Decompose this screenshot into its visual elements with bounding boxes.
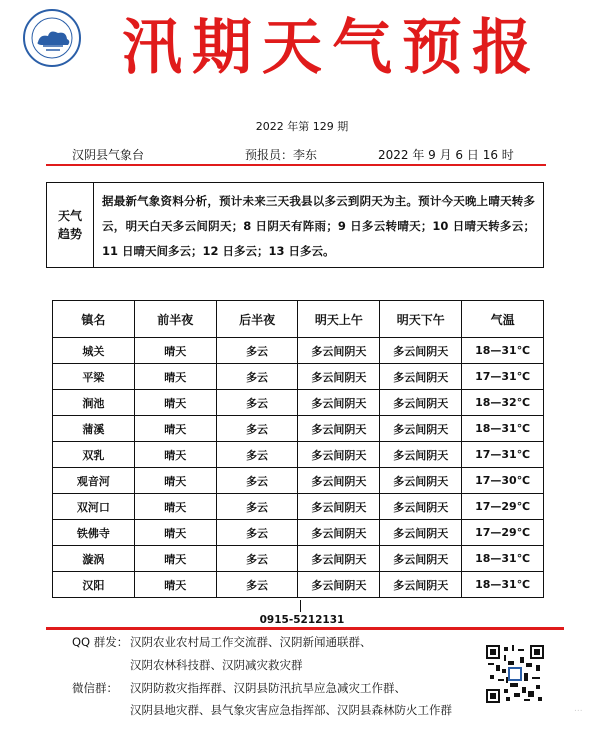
cell-early-night: 晴天 (134, 416, 216, 442)
cell-town: 铁佛寺 (53, 520, 135, 546)
cell-tomorrow-morning: 多云间阴天 (298, 468, 380, 494)
header-divider (46, 164, 546, 166)
wechat-label: 微信群： (72, 681, 118, 695)
qq-groups-line1: 汉阴农业农村局工作交流群、汉阴新闻通联群、 (130, 635, 372, 649)
cell-late-night: 多云 (216, 390, 298, 416)
issue-number: 2022 年第 129 期 (255, 120, 349, 133)
cell-tomorrow-afternoon: 多云间阴天 (380, 468, 462, 494)
forecast-table (52, 300, 544, 598)
trend-label-line1: 天气 (57, 209, 82, 223)
cell-tomorrow-morning: 多云间阴天 (298, 546, 380, 572)
table-header-row (53, 301, 544, 338)
wechat-groups-line2: 汉阴县地灾群、县气象灾害应急指挥部、汉阴县森林防火工作群 (130, 703, 452, 717)
trend-label-line2: 趋势 (57, 227, 82, 241)
cell-tomorrow-afternoon: 多云间阴天 (380, 546, 462, 572)
cell-late-night: 多云 (216, 572, 298, 598)
qr-code-icon (486, 645, 544, 703)
qq-groups-line2: 汉阴农林科技群、汉阴减灾救灾群 (130, 658, 303, 672)
contact-phone: 0915-5212131 (259, 614, 345, 626)
trend-text: 据最新气象资料分析，预计未来三天我县以多云到阴天为主。预计今天晚上晴天转多云，明天白天多云间阴天；8 日阴天有阵雨；9 日多云转晴天；10 日晴天转多云；11 日晴天间多云；12 日多云；13 日多云。 (102, 194, 535, 258)
cell-tomorrow-morning: 多云间阴天 (298, 520, 380, 546)
table-row (53, 416, 544, 442)
cell-temperature: 17—31℃ (462, 442, 544, 468)
trend-label (47, 183, 94, 267)
cell-town: 平梁 (53, 364, 135, 390)
cell-late-night: 多云 (216, 520, 298, 546)
cell-early-night: 晴天 (134, 546, 216, 572)
cell-early-night: 晴天 (134, 468, 216, 494)
qq-label: QQ 群发： (72, 635, 129, 649)
footer-divider (46, 627, 564, 630)
cell-early-night: 晴天 (134, 520, 216, 546)
table-row (53, 494, 544, 520)
station-name: 汉阴县气象台 (72, 148, 145, 162)
col-header-late-night: 后半夜 (216, 301, 298, 338)
table-row (53, 442, 544, 468)
cell-tomorrow-morning: 多云间阴天 (298, 416, 380, 442)
table-row (53, 468, 544, 494)
cell-town: 城关 (53, 338, 135, 364)
cell-tomorrow-morning: 多云间阴天 (298, 442, 380, 468)
cell-tomorrow-morning: 多云间阴天 (298, 494, 380, 520)
cell-late-night: 多云 (216, 442, 298, 468)
cell-town: 汉阳 (53, 572, 135, 598)
table-row (53, 390, 544, 416)
cell-tomorrow-afternoon: 多云间阴天 (380, 390, 462, 416)
cell-tomorrow-afternoon: 多云间阴天 (380, 520, 462, 546)
table-row (53, 546, 544, 572)
cell-early-night: 晴天 (134, 572, 216, 598)
watermark: ... (574, 704, 583, 714)
cell-tomorrow-morning: 多云间阴天 (298, 364, 380, 390)
cell-temperature: 18—31℃ (462, 338, 544, 364)
cell-tomorrow-afternoon: 多云间阴天 (380, 364, 462, 390)
col-header-tomorrow-morning: 明天上午 (298, 301, 380, 338)
cell-town: 蒲溪 (53, 416, 135, 442)
cell-early-night: 晴天 (134, 390, 216, 416)
col-header-tomorrow-afternoon: 明天下午 (380, 301, 462, 338)
cell-late-night: 多云 (216, 546, 298, 572)
issue-datetime: 2022 年 9 月 6 日 16 时 (378, 148, 514, 162)
cell-temperature: 17—31℃ (462, 364, 544, 390)
forecaster: 预报员：李东 (245, 148, 318, 162)
cell-late-night: 多云 (216, 364, 298, 390)
wechat-groups-line1: 汉阴防救灾指挥群、汉阴县防汛抗旱应急减灾工作群、 (130, 681, 406, 695)
cell-tomorrow-afternoon: 多云间阴天 (380, 442, 462, 468)
weather-service-emblem-icon (22, 8, 82, 68)
cell-early-night: 晴天 (134, 442, 216, 468)
cell-temperature: 18—31℃ (462, 572, 544, 598)
cell-late-night: 多云 (216, 416, 298, 442)
col-header-town: 镇名 (53, 301, 135, 338)
table-row (53, 338, 544, 364)
cell-late-night: 多云 (216, 338, 298, 364)
cell-temperature: 18—32℃ (462, 390, 544, 416)
cell-tomorrow-afternoon: 多云间阴天 (380, 338, 462, 364)
phone-connector-line (300, 600, 301, 612)
cell-late-night: 多云 (216, 468, 298, 494)
cell-temperature: 17—29℃ (462, 520, 544, 546)
cell-tomorrow-afternoon: 多云间阴天 (380, 494, 462, 520)
cell-tomorrow-afternoon: 多云间阴天 (380, 416, 462, 442)
col-header-temperature: 气温 (462, 301, 544, 338)
cell-temperature: 18—31℃ (462, 416, 544, 442)
trend-box (46, 182, 544, 268)
table-row (53, 364, 544, 390)
cell-town: 涧池 (53, 390, 135, 416)
cell-early-night: 晴天 (134, 338, 216, 364)
cell-temperature: 17—30℃ (462, 468, 544, 494)
cell-tomorrow-afternoon: 多云间阴天 (380, 572, 462, 598)
cell-town: 漩涡 (53, 546, 135, 572)
cell-early-night: 晴天 (134, 364, 216, 390)
cell-town: 观音河 (53, 468, 135, 494)
cell-town: 双乳 (53, 442, 135, 468)
cell-tomorrow-morning: 多云间阴天 (298, 338, 380, 364)
cell-temperature: 18—31℃ (462, 546, 544, 572)
page-title: 汛期天气预报 (122, 13, 542, 83)
table-row (53, 572, 544, 598)
cell-temperature: 17—29℃ (462, 494, 544, 520)
table-row (53, 520, 544, 546)
col-header-early-night: 前半夜 (134, 301, 216, 338)
cell-tomorrow-morning: 多云间阴天 (298, 572, 380, 598)
cell-tomorrow-morning: 多云间阴天 (298, 390, 380, 416)
cell-town: 双河口 (53, 494, 135, 520)
cell-early-night: 晴天 (134, 494, 216, 520)
cell-late-night: 多云 (216, 494, 298, 520)
